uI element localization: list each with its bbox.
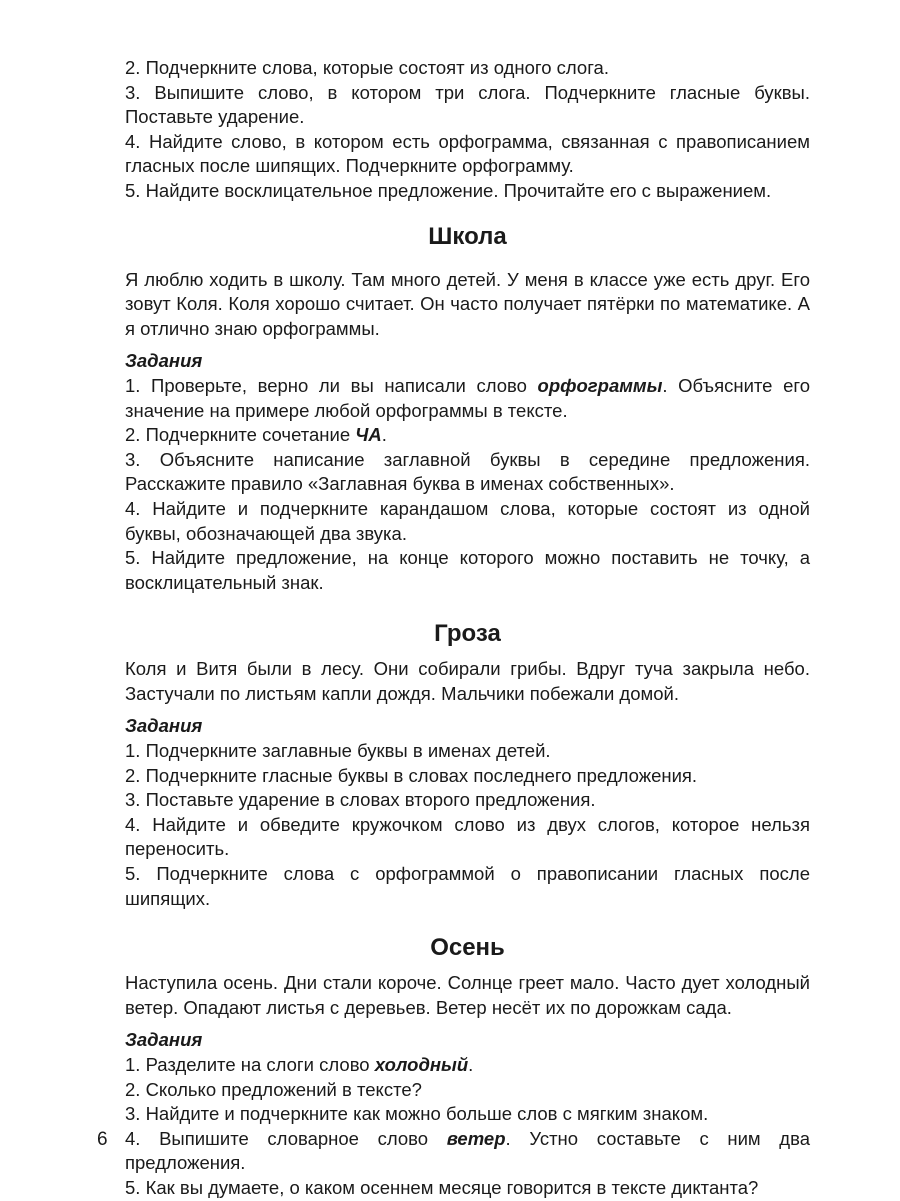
tasks-heading: Задания [125, 715, 203, 737]
section-title: Осень [430, 934, 505, 962]
section-autumn [125, 933, 810, 1200]
task-item: 4. Найдите слово, в котором есть орфограмма, связанная с правописанием гласных после шипящих. Подчеркните орфограмму. [125, 130, 810, 177]
section-title: Гроза [434, 620, 501, 648]
task-item: 3. Выпишите слово, в котором три слога. Подчеркните гласные буквы. Поставьте ударение. [125, 81, 810, 128]
task-item: 1. Подчеркните заглавные буквы в именах детей. [125, 740, 551, 762]
task-item: 2. Подчеркните сочетание ЧА. [125, 424, 387, 446]
task-item: 4. Найдите и подчеркните карандашом слова, которые состоят из одной буквы, обозначающей два звука. [125, 497, 810, 544]
keyword: ЧА [355, 424, 382, 446]
task-item: 3. Поставьте ударение в словах второго предложения. [125, 789, 596, 811]
dictation-text: Наступила осень. Дни стали короче. Солнце греет мало. Часто дует холодный ветер. Опадают листья с деревьев. Ветер несёт их по дорожкам сада. [125, 972, 810, 1018]
task-item: 3. Объясните написание заглавной буквы в середине предложения. Расскажите правило «Заглавная буква в именах собственных». [125, 448, 810, 495]
task-item: 1. Проверьте, верно ли вы написали слово орфограммы. Объясните его значение на примере любой орфограммы в тексте. [125, 374, 810, 421]
tasks-heading: Задания [125, 1029, 203, 1051]
keyword: орфограммы [537, 374, 663, 396]
intro-tasks [125, 56, 810, 204]
dictation-text: Коля и Витя были в лесу. Они собирали грибы. Вдруг туча закрыла небо. Застучали по листьям капли дождя. Мальчики побежали домой. [125, 658, 810, 704]
section-school [125, 222, 810, 596]
page-number: 6 [97, 1129, 108, 1150]
tasks-heading: Задания [125, 350, 203, 372]
task-item: 5. Найдите предложение, на конце которого можно поставить не точку, а восклицательный знак. [125, 547, 810, 593]
task-item: 2. Подчеркните гласные буквы в словах последнего предложения. [125, 764, 698, 786]
dictation-text: Я люблю ходить в школу. Там много детей. У меня в классе уже есть друг. Его зовут Коля. Коля хорошо считает. Он часто получает пятёрки по математике. А я отлично знаю орфограммы. [125, 268, 810, 339]
content-column [125, 56, 810, 1201]
section-title: Школа [428, 222, 507, 250]
keyword: ветер [446, 1127, 506, 1149]
task-item: 2. Подчеркните слова, которые состоят из одного слога. [125, 57, 609, 78]
keyword: холодный [374, 1054, 469, 1075]
task-item: 5. Подчеркните слова с орфограммой о правописании гласных после шипящих. [125, 863, 810, 909]
section-storm [125, 619, 810, 911]
task-item: 5. Как вы думаете, о каком осеннем месяце говорится в тексте диктанта? [125, 1176, 759, 1198]
task-item: 4. Найдите и обведите кружочком слово из двух слогов, которое нельзя переносить. [125, 813, 810, 860]
task-item: 4. Выпишите словарное слово ветер. Устно составьте с ним два предложения. [125, 1127, 810, 1174]
task-item: 5. Найдите восклицательное предложение. Прочитайте его с выражением. [125, 179, 772, 201]
task-item: 1. Разделите на слоги слово холодный. [125, 1054, 474, 1075]
task-item: 3. Найдите и подчеркните как можно больше слов с мягким знаком. [125, 1103, 709, 1125]
task-item: 2. Сколько предложений в тексте? [125, 1078, 422, 1100]
